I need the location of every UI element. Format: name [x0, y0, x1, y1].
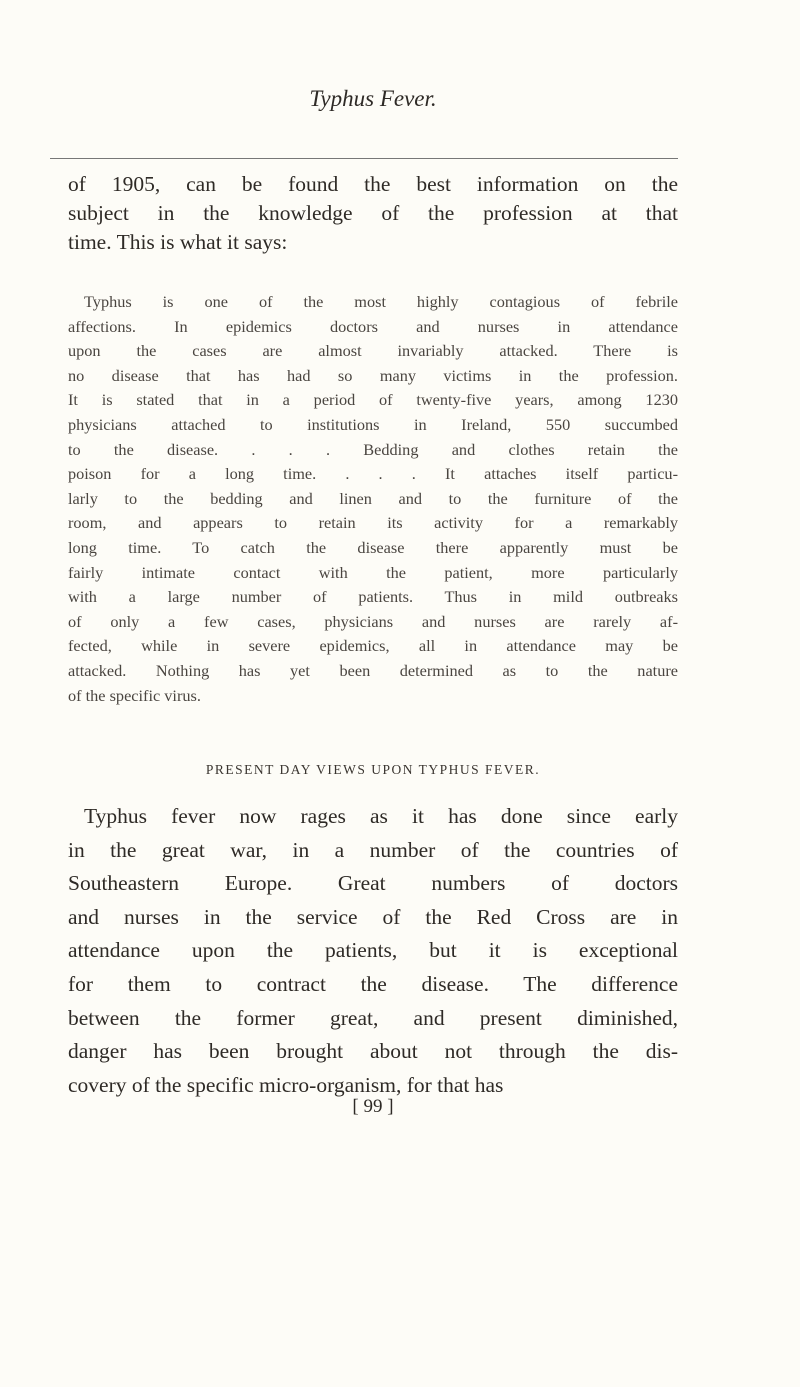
block-quote [68, 290, 678, 708]
text-line: time. This is what it says: [68, 230, 288, 254]
header-rule [50, 158, 678, 159]
section-heading: PRESENT DAY VIEWS UPON TYPHUS FEVER. [205, 762, 541, 777]
text-line: room, and appears to retain its activity for a remarkably [68, 513, 678, 533]
text-line: upon the cases are almost invariably attacked. There is [68, 341, 678, 361]
text-line: fected, while in severe epidemics, all in attendance may be [68, 636, 678, 656]
text-line: Southeastern Europe. Great numbers of doctors [68, 871, 678, 896]
text-line: with a large number of patients. Thus in mild outbreaks [68, 587, 678, 607]
text-line: of the specific virus. [68, 685, 201, 705]
text-line: of only a few cases, physicians and nurses are rarely af- [68, 611, 678, 631]
text-line: to the disease. . . . Bedding and clothes retain the [68, 439, 678, 459]
text-line: danger has been brought about not through the dis- [68, 1039, 678, 1064]
text-line: physicians attached to institutions in Ireland, 550 succumbed [68, 414, 678, 434]
running-head: Typhus Fever. [309, 86, 437, 111]
text-line: long time. To catch the disease there apparently must be [68, 537, 678, 557]
text-line: Typhus is one of the most highly contagious of febrile [84, 292, 678, 311]
text-line: attendance upon the patients, but it is exceptional [68, 938, 678, 963]
text-line: larly to the bedding and linen and to the furniture of the [68, 488, 678, 508]
text-line: in the great war, in a number of the countries of [68, 837, 678, 862]
page-number: [ 99 ] [352, 1096, 394, 1117]
text-line: attacked. Nothing has yet been determined as to the nature [68, 660, 678, 680]
text-line: affections. In epidemics doctors and nurses in attendance [68, 316, 678, 336]
text-line: no disease that has had so many victims in the profession. [68, 365, 678, 385]
text-line: between the former great, and present diminished, [68, 1005, 678, 1030]
text-line: It is stated that in a period of twenty-five years, among 1230 [68, 390, 678, 410]
text-line: and nurses in the service of the Red Cross are in [68, 904, 678, 929]
text-line: subject in the knowledge of the profession at that [68, 201, 678, 225]
text-line: fairly intimate contact with the patient, more particularly [68, 562, 678, 582]
text-line: covery of the specific micro-organism, for that has [68, 1072, 504, 1097]
text-line: Typhus fever now rages as it has done since early [84, 804, 678, 828]
text-line: of 1905, can be found the best information on the [68, 172, 678, 196]
text-line: poison for a long time. . . . It attaches itself particu- [68, 464, 678, 484]
text-line: for them to contract the disease. The difference [68, 971, 678, 996]
body-paragraph [68, 800, 678, 1102]
intro-paragraph [68, 170, 678, 257]
